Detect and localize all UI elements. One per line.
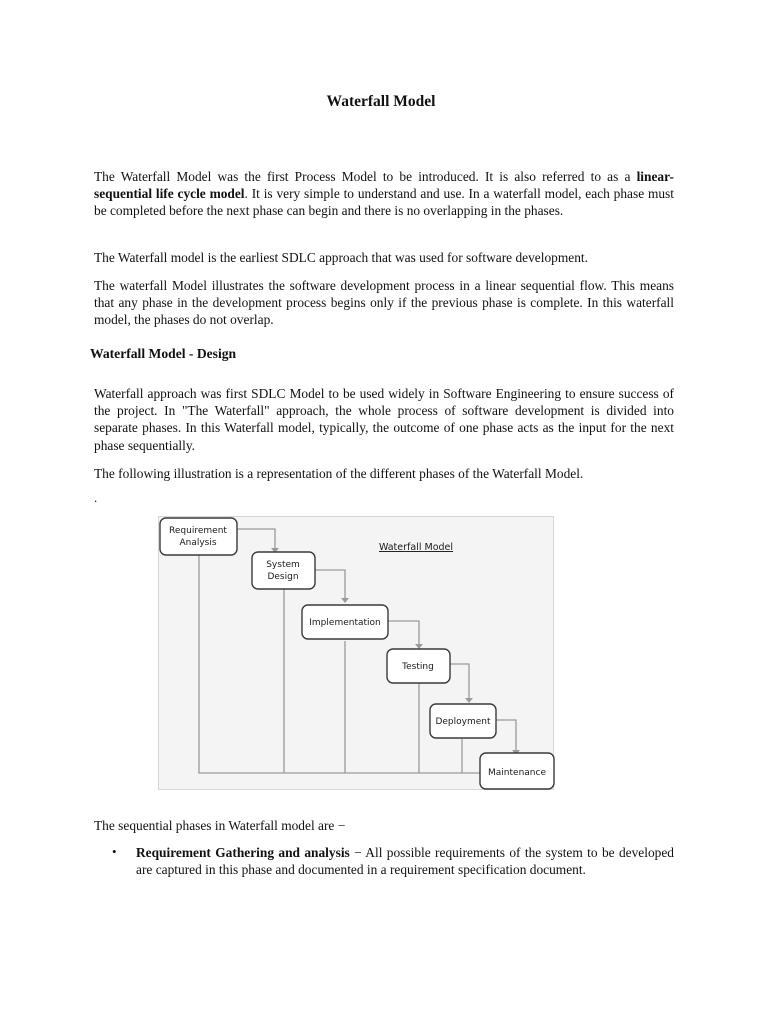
connector-3-4 xyxy=(387,621,419,647)
figure-title: Waterfall Model xyxy=(378,542,454,553)
connector-1-2 xyxy=(237,529,275,551)
waterfall-diagram xyxy=(158,516,554,790)
arrowhead-5 xyxy=(465,698,473,703)
bullet-text xyxy=(136,844,674,878)
stray-period: . xyxy=(94,490,98,505)
waterfall-diagram-svg xyxy=(159,517,555,791)
phases-lead-text: The sequential phases in Waterfall model are − xyxy=(94,818,346,833)
phase-label-deployment: Deployment xyxy=(435,717,491,727)
connector-5-6 xyxy=(496,720,516,753)
intro-p1-text-b: . It is very simple to understand and use. In a waterfall model, each phase must be completed before the next phase can begin and there is no overlapping in the phases. xyxy=(94,186,674,219)
design-paragraph-1: Waterfall approach was first SDLC Model to be used widely in Software Engineering to ensure success of the project. In "The Waterfall" approach, the whole process of software development is divided into separate phases. In this Waterfall model, typically, the outcome of one phase acts as the input for the next phase sequentially. xyxy=(94,386,674,453)
document-title: Waterfall Model xyxy=(326,93,436,110)
phase-box-requirement-analysis xyxy=(160,518,237,555)
design-paragraph-2: The following illustration is a representation of the different phases of the Waterfall Model. xyxy=(94,466,584,481)
design-section-heading: Waterfall Model - Design xyxy=(90,346,237,361)
bullet-term: Requirement Gathering and analysis xyxy=(136,845,350,860)
connector-2-3 xyxy=(315,570,345,601)
phase-label-design-line2: Design xyxy=(267,572,299,582)
intro-paragraph-2: The Waterfall model is the earliest SDLC approach that was used for software development. xyxy=(94,250,588,265)
phase-label-requirement-line1: Requirement xyxy=(169,526,227,536)
phase-box-system-design xyxy=(252,552,315,589)
arrowhead-3 xyxy=(341,598,349,603)
intro-p1-text-a: The Waterfall Model was the first Process Model to be introduced. It is also referred to as a xyxy=(94,169,637,184)
phase-label-design-line1: System xyxy=(266,560,300,570)
intro-paragraph-1 xyxy=(94,168,674,220)
phase-label-maintenance: Maintenance xyxy=(488,768,546,778)
phase-label-testing: Testing xyxy=(402,662,434,672)
intro-p1-bold-term: linear-sequential life cycle model xyxy=(94,169,674,202)
arrowhead-4 xyxy=(415,644,423,649)
intro-paragraph-3: The waterfall Model illustrates the software development process in a linear sequential flow. This means that any phase in the development process begins only if the previous phase is complete. In this waterfall model, the phases do not overlap. xyxy=(94,278,674,328)
bullet-icon: • xyxy=(112,844,117,859)
phase-label-requirement-line2: Analysis xyxy=(179,538,217,548)
phase-label-implementation: Implementation xyxy=(309,618,381,628)
bullet-description: − All possible requirements of the system to be developed are captured in this phase and documented in a requirement specification document. xyxy=(136,845,674,878)
